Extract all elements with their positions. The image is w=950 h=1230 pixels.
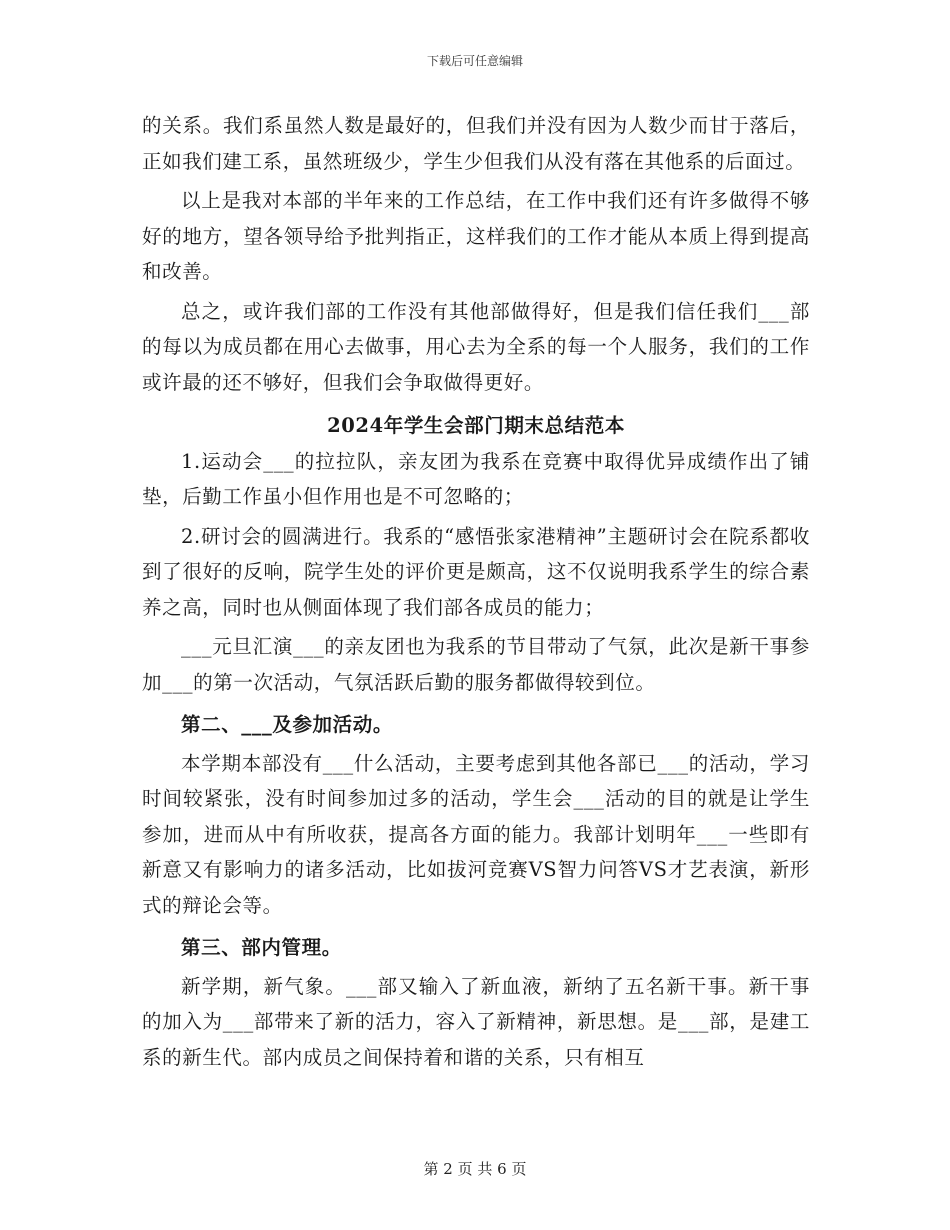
paragraph-item-1: 1.运动会___的拉拉队，亲友团为我系在竞赛中取得优异成绩作出了铺垫，后勤工作虽小但作用也是不可忽略的；: [142, 449, 810, 508]
paragraph-conclusion: 总之，或许我们部的工作没有其他部做得好，但是我们信任我们___部的每以为成员都在用心去做事，用心去为全系的每一个人服务，我们的工作或许最的还不够好，但我们会争取做得更好。: [142, 299, 810, 394]
paragraph-management: 新学期，新气象。___部又输入了新血液，新纳了五名新干事。新干事的加入为___部带来了新的活力，容入了新精神，新思想。是___部，是建工系的新生代。部内成员之间保持着和谐的关系，只有相互: [142, 974, 810, 1069]
paragraph-item-3: ___元旦汇演___的亲友团也为我系的节目带动了气氛，此次是新干事参加___的第一次活动，气氛活跃后勤的服务都做得较到位。: [142, 635, 810, 694]
paragraph-continuation: 的关系。我们系虽然人数是最好的，但我们并没有因为人数少而甘于落后，正如我们建工系，虽然班级少，学生少但我们从没有落在其他系的后面过。: [142, 114, 810, 173]
page-header: 下载后可任意编辑: [426, 54, 523, 68]
section-heading-2: 第二、___及参加活动。: [181, 713, 393, 736]
page-footer: 第 2 页 共 6 页: [423, 1160, 527, 1178]
document-body: [142, 108, 810, 1075]
section-heading-3: 第三、部内管理。: [181, 936, 342, 959]
paragraph-summary: 以上是我对本部的半年来的工作总结，在工作中我们还有许多做得不够好的地方，望各领导给予批判指正，这样我们的工作才能从本质上得到提高和改善。: [142, 189, 810, 283]
paragraph-item-2: 2.研讨会的圆满进行。我系的“感悟张家港精神”主题研讨会在院系都收到了很好的反响，院学生处的评价更是颇高，这不仅说明我系学生的综合素养之高，同时也从侧面体现了我们部各成员的能力；: [142, 524, 810, 619]
paragraph-activities: 本学期本部没有___什么活动，主要考虑到其他各部已___的活动，学习时间较紧张，没有时间参加过多的活动，学生会___活动的目的就是让学生参加，进而从中有所收获，提高各方面的能力。我部计划明年___一些即有新意又有影响力的诸多活动，比如拔河竞赛VS智力问答VS才艺表演，新形式的辩论会等。: [142, 751, 810, 917]
document-title: 2024年学生会部门期末总结范本: [327, 414, 625, 437]
